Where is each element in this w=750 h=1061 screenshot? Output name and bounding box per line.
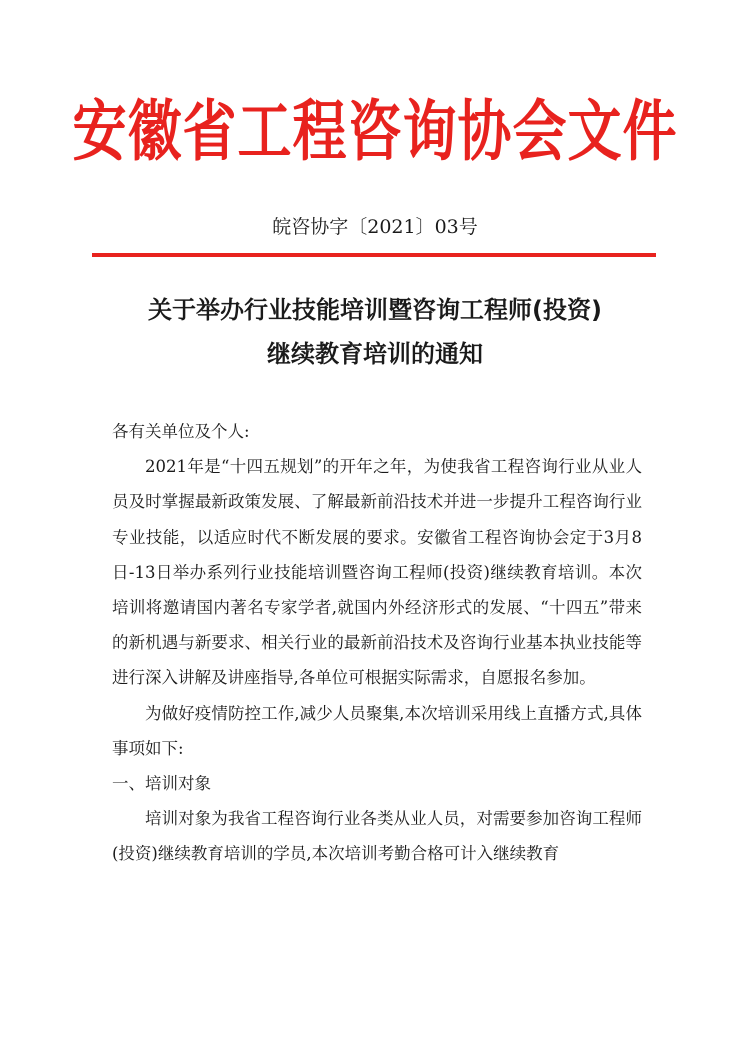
notice-title-line-2: 继续教育培训的通知 — [267, 340, 483, 368]
body-paragraph-2: 为做好疫情防控工作,减少人员聚集,本次培训采用线上直播方式,具体事项如下: — [112, 703, 642, 758]
document-number: 皖咨协字〔2021〕03号 — [272, 216, 478, 238]
notice-body — [112, 414, 642, 872]
notice-title-line-1: 关于举办行业技能培训暨咨询工程师(投资) — [148, 296, 602, 324]
body-paragraph-3: 培训对象为我省工程咨询行业各类从业人员，对需要参加咨询工程师(投资)继续教育培训的学员,本次培训考勤合格可计入继续教育 — [112, 809, 642, 864]
organization-header-title: 安徽省工程咨询协会文件 — [72, 91, 678, 170]
salutation: 各有关单位及个人: — [112, 422, 250, 441]
notice-title — [92, 288, 658, 376]
body-paragraph-1: 2021年是“十四五规划”的开年之年，为使我省工程咨询行业从业人员及时掌握最新政策发展、了解最新前沿技术并进一步提升工程咨询行业专业技能，以适应时代不断发展的要求。安徽省工程咨询协会定于3月8日-13日举办系列行业技能培训暨咨询工程师(投资)继续教育培训。本次培训将邀请国内著名专家学者,就国内外经济形式的发展、“十四五”带来的新机遇与新要求、相关行业的最新前沿技术及咨询行业基本执业技能等进行深入讲解及讲座指导,各单位可根据实际需求，自愿报名参加。 — [112, 457, 642, 688]
red-divider-line — [92, 253, 656, 257]
section-heading-training-targets: 一、培训对象 — [112, 774, 211, 794]
